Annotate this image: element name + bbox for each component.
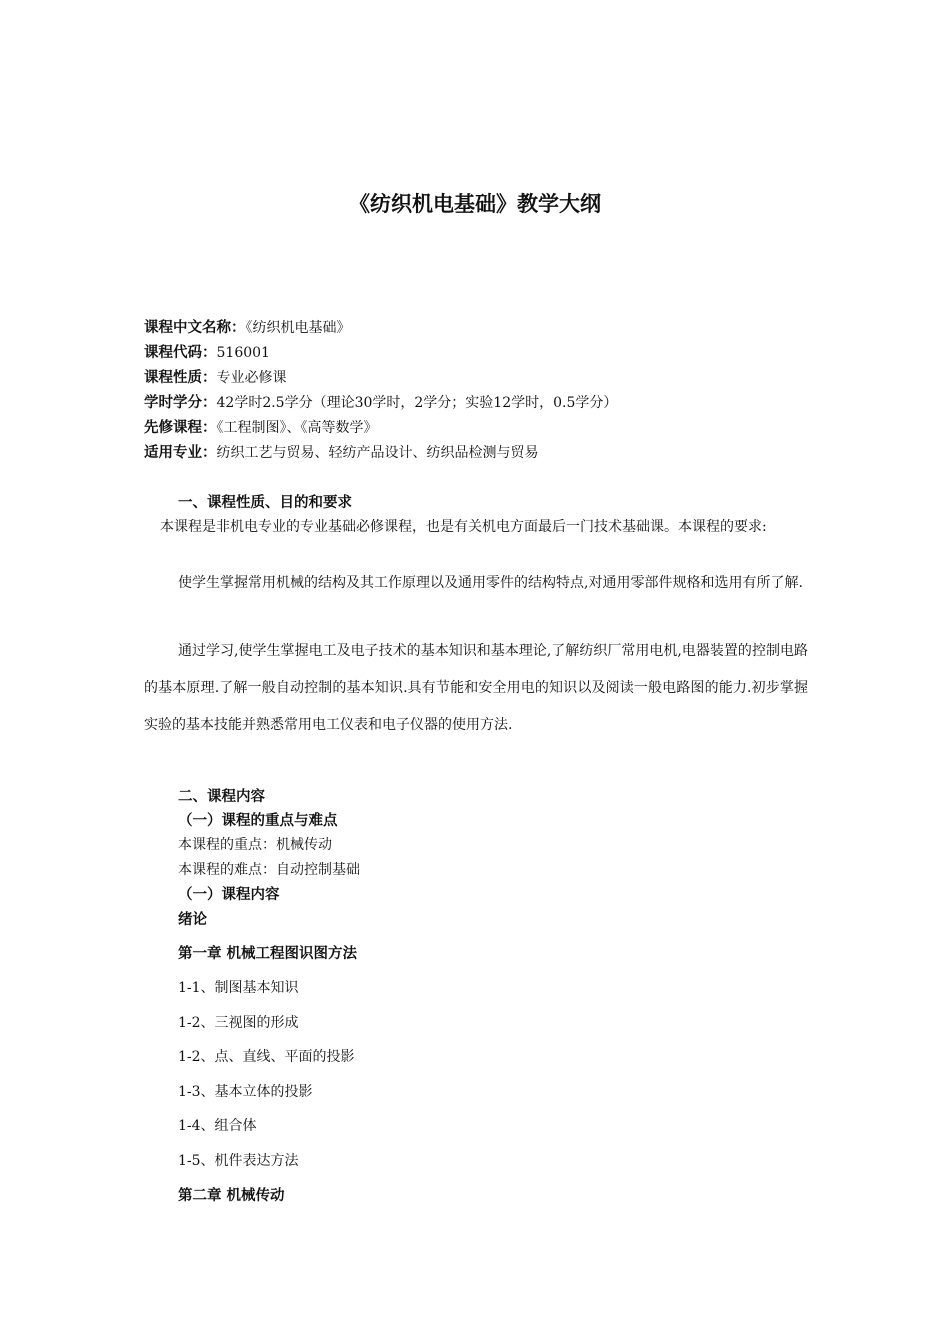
majors-row: 适用专业：纺织工艺与贸易、轻纺产品设计、纺织品检测与贸易	[144, 445, 539, 461]
prerequisite-label: 先修课程	[144, 420, 202, 436]
document-title: 《纺织机电基础》教学大纲	[349, 192, 601, 216]
course-hours-value: 42学时2.5学分（理论30学时，2学分；实验12学时，0.5学分）	[216, 395, 618, 411]
chapter1-item: 1-2、三视图的形成	[178, 1015, 299, 1031]
section1-heading: 一、课程性质、目的和要求	[178, 495, 352, 511]
chapter1-item: 1-4、组合体	[178, 1118, 257, 1134]
course-name-row: 课程中文名称：《纺织机电基础》	[144, 320, 351, 336]
section2-heading: 二、课程内容	[178, 789, 265, 805]
prerequisite-row: 先修课程：《工程制图》、《高等数学》	[144, 420, 378, 436]
difficulty-line: 本课程的难点：自动控制基础	[178, 862, 360, 878]
course-hours-row: 学时学分：42学时2.5学分（理论30学时，2学分；实验12学时，0.5学分）	[144, 395, 618, 411]
chapter1-item: 1-2、点、直线、平面的投影	[178, 1049, 355, 1065]
majors-label: 适用专业	[144, 445, 202, 461]
course-code-value: 516001	[216, 345, 270, 361]
chapter1-item: 1-3、基本立体的投影	[178, 1084, 313, 1100]
course-name-label: 课程中文名称	[144, 320, 231, 336]
chapter1-item: 1-5、机件表达方法	[178, 1153, 299, 1169]
key-point-line: 本课程的重点：机械传动	[178, 837, 332, 853]
chapter2-heading: 第二章 机械传动	[178, 1188, 285, 1204]
section1-paragraph-3: 通过学习,使学生掌握电工及电子技术的基本知识和基本理论,了解纺织厂常用电机,电器装置的控制电路的基本原理.了解一般自动控制的基本知识.具有节能和安全用电的知识以及阅读一般电路图的能力.初步掌握实验的基本技能并熟悉常用电工仪表和电子仪器的使用方法.	[144, 643, 808, 733]
course-content-heading: （一）课程内容	[178, 887, 280, 903]
course-type-label: 课程性质	[144, 370, 202, 386]
course-name-value: 《纺织机电基础》	[245, 320, 351, 336]
course-code-label: 课程代码	[144, 345, 202, 361]
prerequisite-value: 《工程制图》、《高等数学》	[216, 420, 378, 436]
section1-paragraph-1: 本课程是非机电专业的专业基础必修课程，也是有关机电方面最后一门技术基础课。本课程的要求:	[160, 519, 767, 535]
key-difficulty-heading: （一）课程的重点与难点	[178, 813, 338, 829]
course-code-row: 课程代码：516001	[144, 345, 270, 361]
course-hours-label: 学时学分	[144, 395, 202, 411]
majors-value: 纺织工艺与贸易、轻纺产品设计、纺织品检测与贸易	[216, 445, 539, 461]
introduction-heading: 绪论	[178, 912, 207, 928]
chapter1-item: 1-1、制图基本知识	[178, 980, 299, 996]
course-type-row: 课程性质：专业必修课	[144, 370, 287, 386]
course-info-block	[144, 316, 824, 466]
chapter1-heading: 第一章 机械工程图识图方法	[178, 946, 358, 962]
section1-paragraph-2: 使学生掌握常用机械的结构及其工作原理以及通用零件的结构特点,对通用零部件规格和选用有所了解.	[178, 575, 803, 591]
course-type-value: 专业必修课	[216, 370, 287, 386]
